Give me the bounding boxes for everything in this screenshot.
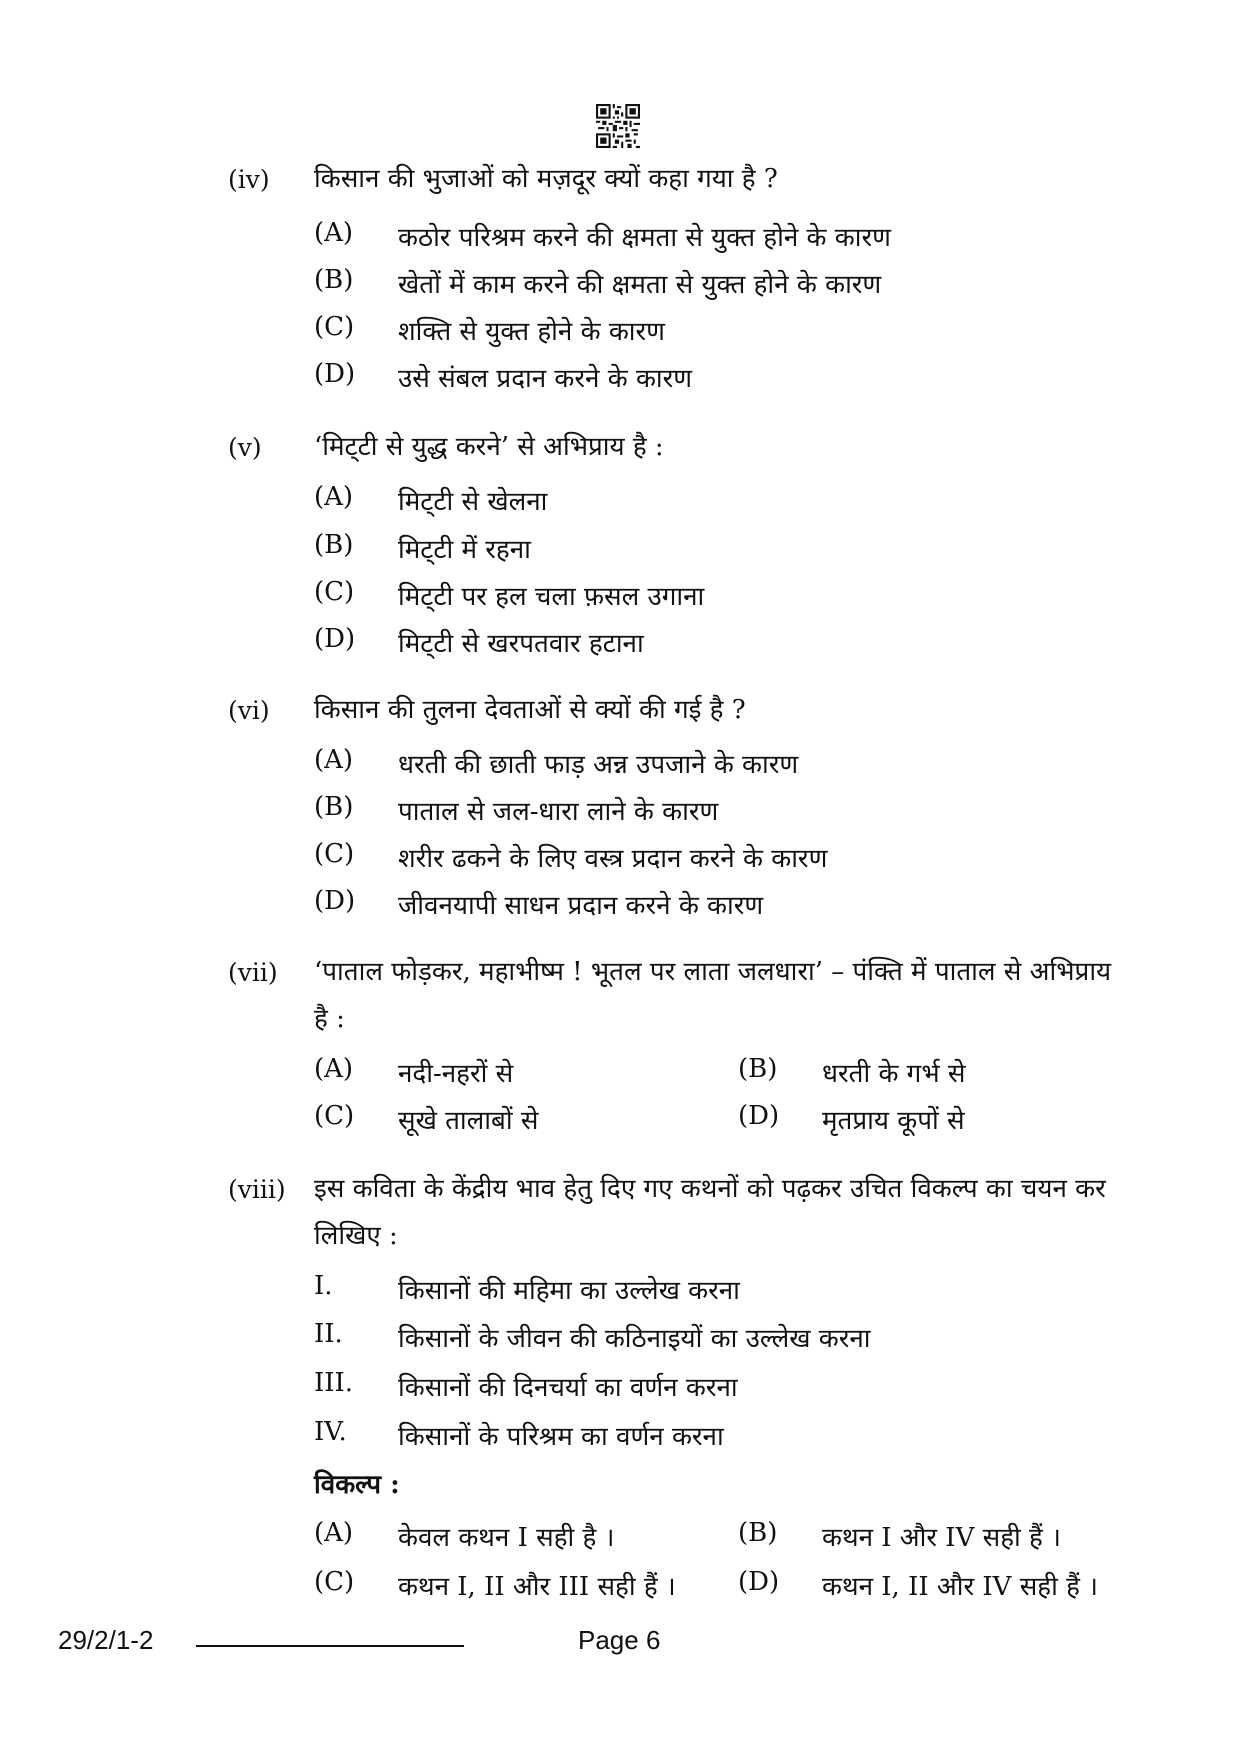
question-text: ‘पाताल फोड़कर, महाभीष्म ! भूतल पर लाता जलधारा’ – पंक्ति में पाताल से अभिप्राय है : [314, 957, 1112, 1034]
question-text: किसान की भुजाओं को मज़दूर क्यों कहा गया है ? [314, 164, 778, 194]
question-number: (viii) [228, 1175, 286, 1204]
question-text: इस कविता के केंद्रीय भाव हेतु दिए गए कथनों को पढ़कर उचित विकल्प का चयन कर लिखिए : [314, 1174, 1106, 1251]
paper-code: 29/2/1-2 [58, 1625, 154, 1655]
question-number: (vi) [228, 696, 270, 725]
question-text: किसान की तुलना देवताओं से क्यों की गई है ? [314, 695, 746, 725]
question-number: (v) [228, 433, 262, 462]
question-text: ‘मिट्‌टी से युद्ध करने’ से अभिप्राय है : [314, 432, 664, 462]
page-number: Page 6 [578, 1625, 661, 1655]
page-footer [0, 1625, 1241, 1665]
question-number: (vii) [228, 958, 278, 987]
question-number: (iv) [228, 165, 270, 194]
options-heading: विकल्प : [314, 1470, 400, 1500]
qr-code-icon [596, 104, 640, 148]
footer-divider [196, 1645, 464, 1647]
